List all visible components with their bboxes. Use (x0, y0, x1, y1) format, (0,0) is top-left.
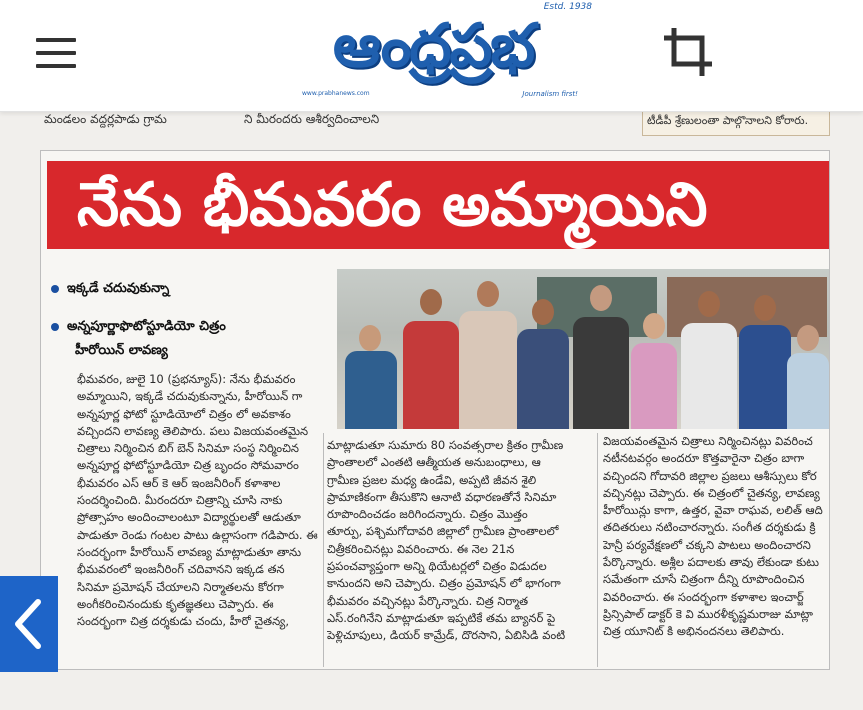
article-text-line: కానుందని అని చెప్పారు. చిత్రం ప్రమోషన్ లో భాగంగా (327, 576, 561, 591)
article-text-line: గ్రామీణ ప్రజల మధ్య ఉండేవి, అప్పటి జీవన శైలి (327, 472, 537, 487)
article-text-line: రూపొందించడం జరిగిందన్నారు. చిత్రం మొత్తం (327, 507, 528, 522)
top-strip-middle-text: ని మీరందరు ఆశీర్వదించాలని (244, 112, 380, 126)
article-text-line: సందర్శించింది. మీరందరూ చిత్రాన్ని చూసి నాకు (77, 493, 283, 508)
article-text-line: ప్రిన్సిపాల్ డాక్టర్ కె వి మురళీకృష్ణమరాజు మాట్లా (603, 606, 813, 621)
article-photo (337, 269, 829, 429)
article-text-line: ప్రపంచవ్యాప్తంగా అన్ని థియేటర్లలో చిత్రం విడుదల (327, 559, 547, 574)
article-text-line: భీమవరం, జులై 10 (ప్రభన్యూస్): నేను భీమవరం (77, 372, 296, 386)
article-text-line: వచ్చినట్లు చెప్పారు. ఈ చిత్రంలో చైతన్య, లావణ్య (603, 485, 820, 500)
headline-banner (47, 161, 829, 249)
subhead-text-3: హీరోయిన్ లావణ్య (75, 343, 168, 358)
article-text-line: ప్రాంతాలలో ఎంతటి ఆత్మీయత అనుబంధాలు, ఆ (327, 455, 541, 470)
article-text-line: సందర్భంగా హీరోయిన్ లావణ్య మాట్లాడుతూ తాను (77, 544, 302, 559)
hamburger-menu-icon[interactable] (36, 36, 80, 72)
article-text-line: హెన్రీ పర్యవేక్షణలో చక్కని పాటలు అందించారని (603, 537, 811, 552)
subhead-bullet-2 (51, 319, 226, 337)
article-text-line: పేర్కొన్నారు. అశ్లీల పదాలకు తావు లేకుండా కుటు (603, 555, 820, 570)
article-text-line: హీరోయిన్లు కాగా, ఉత్తర, వైవా రాఘవ, లలిత్ ఆది (603, 503, 823, 518)
article-text-line: భీమవరం ఎస్ ఆర్ కె ఆర్ ఇంజనీరింగ్ కళాశాల (77, 475, 281, 490)
article-text-line: ప్రోత్సాహం అందించాలంటూ విద్యార్థులతో ఆడుతూ (77, 510, 301, 525)
article-text-line: అంగీకరించినందుకు కృతజ్ఞతలు చెప్పారు. ఈ (77, 596, 274, 611)
article-text-line: చిత్రాలు నిర్మించిన బిగ్ బెన్ సినిమా సంస్థ నిర్మించిన (77, 441, 300, 456)
article-column-2 (327, 437, 589, 645)
app-bar (0, 0, 863, 112)
top-strip-right-text: టీడీపీ శ్రేణులంతా పాల్గొనాలని కోరారు. (647, 114, 809, 127)
crop-icon[interactable] (660, 24, 720, 80)
article-text-line: చిత్ర యూనిట్ కి అభినందనలు తెలిపారు. (603, 624, 785, 639)
newspaper-logo (268, 2, 598, 106)
article-text-line: భీమవరం వచ్చినట్లు పేర్కొన్నారు. చిత్ర నిర్మాత (327, 593, 529, 608)
article-text-line: వివరించారు. ఈ సందర్భంగా కళాశాల ఇంచార్జ్ (603, 589, 804, 604)
article-text-line: సమేతంగా చూసే చిత్రంగా దీన్ని రూపొందించిన (603, 572, 805, 587)
article-text-line: పాడుతూ రెండు గంటల పాటు ఉల్లాసంగా గడిపారు. ఈ (77, 527, 318, 542)
bullet-dot-icon (51, 323, 59, 331)
article-text-line: అమ్మాయిని, ఇక్కడే చదువుకున్నాను, హీరోయిన్ గా (77, 389, 303, 404)
article-headline: నేను భీమవరం అమ్మాయిని (77, 170, 708, 240)
column-divider (323, 433, 324, 667)
article-text-line: అన్నపూర్ణ ఫోటోస్టూడియో చిత్ర బృందం సోమవారం (77, 458, 299, 473)
article-text-line: చిత్రీకరించినట్లు వివరించారు. ఈ నెల 21న (327, 541, 515, 556)
article-text-line: పెళ్లిచూపులు, డియర్ కామ్రేడ్, దొరసాని, ఏబిసిడి వంటి (327, 628, 566, 643)
article-text-line: నటీనటవర్గం అందరూ కొత్తవారైనా చిత్రం బాగా (603, 451, 805, 466)
article-text-line: ఎస్.రంగినేని మాట్లాడుతూ ఇప్పటికే తమ బ్యానర్ పై (327, 610, 556, 625)
article-column-3 (603, 433, 831, 641)
article-text-line: సినిమా ప్రమోషన్ చేయాలని నిర్మాతలను కోరగా (77, 579, 284, 594)
logo-tagline: Journalism first! (522, 90, 578, 98)
logo-wordmark: ఆంధ్రప్రభ (332, 11, 534, 81)
article-text-line: అన్నపూర్ణ ఫోటో స్టూడియోలో చిత్రం లో అవకాశం (77, 406, 291, 421)
top-strip-left-text: మండలం వద్దర్లపాడు గ్రామ (44, 112, 167, 126)
article-text-line: వచ్చిందని లావణ్య తెలిపారు. పలు విజయవంతమైన (77, 423, 309, 438)
article-column-1 (77, 371, 323, 630)
article-text-line: వచ్చిందని గోదావరి జిల్లాల ప్రజలు ఆశీస్సులు కోర (603, 468, 817, 483)
epaper-page[interactable] (0, 112, 863, 710)
column-divider (597, 433, 598, 667)
subhead-text-2: అన్నపూర్ణాఫొటోస్టూడియో చిత్రం (67, 319, 226, 334)
back-button[interactable] (0, 576, 58, 672)
chevron-left-icon (10, 598, 48, 650)
article-text-line: ప్రామాణికంగా తీసుకొని ఆనాటి వధారణతోనే సినిమా (327, 489, 557, 504)
article-text-line: తూర్పు, పశ్చిమగోదావరి జిల్లాలో గ్రామీణ ప్రాంతాలలో (327, 524, 559, 539)
article-clipping (40, 150, 830, 670)
article-text-line: సందర్భంగా చిత్ర దర్శకుడు చందు, హీరో చైతన్య, (77, 614, 289, 629)
subhead-text-1: ఇక్కడే చదువుకున్నా (67, 281, 170, 296)
top-strip-right-box (642, 112, 830, 136)
logo-url: www.prabhanews.com (302, 90, 370, 97)
article-text-line: తదితరులు నటించారన్నారు. సంగీత దర్శకుడు క్రి (603, 520, 816, 535)
bullet-dot-icon (51, 285, 59, 293)
logo-estd: Estd. 1938 (543, 2, 592, 12)
article-text-line: మాట్లాడుతూ సుమారు 80 సంవత్సరాల క్రితం గ్రామీణ (327, 438, 564, 452)
subhead-bullet-1 (51, 281, 169, 299)
article-text-line: విజయవంతమైన చిత్రాలు నిర్మించినట్లు వివరించ (603, 434, 813, 448)
article-text-line: భీమవరంలో ఇంజనీరింగ్ చదివానని ఇక్కడ తన (77, 562, 285, 577)
